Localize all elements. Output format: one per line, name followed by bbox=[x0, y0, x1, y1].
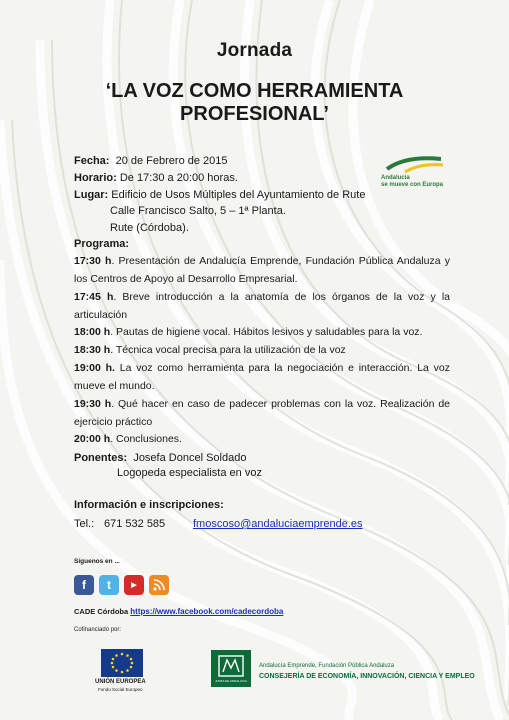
youtube-icon[interactable]: ▶ bbox=[124, 575, 144, 595]
facebook-icon[interactable]: f bbox=[74, 575, 94, 595]
programa-item bbox=[74, 324, 450, 342]
horario-label: Horario: bbox=[74, 172, 117, 184]
logo-line-2: se mueve con Europa bbox=[381, 182, 444, 188]
siguenos-heading: Síguenos en ... bbox=[74, 558, 120, 565]
tel-label: Tel.: bbox=[74, 518, 95, 530]
rss-glyph bbox=[153, 579, 165, 591]
programa-time: 18:00 h bbox=[74, 326, 111, 338]
programa-item bbox=[74, 396, 450, 431]
programa-text: . Conclusiones. bbox=[110, 433, 182, 445]
eu-sublabel: Fondo Social Europeo bbox=[98, 687, 143, 692]
ponentes-row bbox=[74, 452, 246, 465]
programa-heading: Programa: bbox=[74, 238, 130, 250]
programa-item bbox=[74, 289, 450, 324]
event-kicker: Jornada bbox=[216, 40, 293, 61]
programa-text: La voz como herramienta para la negociación e interacción. La voz mueve el mundo. bbox=[74, 362, 450, 392]
contacto-heading-text: Información e inscripciones: bbox=[74, 499, 224, 511]
programa-time: 18:30 h bbox=[74, 344, 111, 356]
horario-row bbox=[74, 172, 238, 185]
lugar-line-1: Edificio de Usos Múltiples del Ayuntamiento de Rute bbox=[111, 189, 366, 201]
fecha-row bbox=[74, 155, 228, 168]
programa-text: . Técnica vocal precisa para la utilización de la voz bbox=[110, 344, 346, 356]
programa-time: 19:30 h bbox=[74, 398, 112, 410]
lugar-line-3: Rute (Córdoba). bbox=[110, 222, 189, 234]
ponente-name: Josefa Doncel Soldado bbox=[133, 452, 247, 464]
contacto-heading bbox=[74, 499, 224, 512]
cade-facebook-link[interactable]: https://www.facebook.com/cadecordoba bbox=[130, 607, 284, 616]
andalucia-swoosh-icon bbox=[381, 155, 447, 175]
programa-item bbox=[74, 431, 450, 449]
programa-item bbox=[74, 360, 450, 395]
horario-value: De 17:30 a 20:00 horas. bbox=[119, 172, 238, 184]
programa-text: . Breve introducción a la anatomía de los órganos de la voz y la articulación bbox=[74, 291, 451, 321]
eu-stars-icon bbox=[101, 649, 143, 677]
eu-flag-icon bbox=[101, 649, 143, 677]
eu-label: UNIÓN EUROPEA bbox=[95, 679, 146, 685]
junta-andalucia-logo bbox=[211, 650, 251, 687]
lugar-label: Lugar: bbox=[74, 189, 109, 201]
junta-line-1: Andalucía Emprende, Fundación Pública Andaluza bbox=[259, 663, 395, 669]
programa-time: 20:00 h bbox=[74, 433, 111, 445]
programa-text: . Presentación de Andalucía Emprende, Fundación Pública Andaluza y los Centros de Apoyo al Desarrollo Empresarial. bbox=[74, 255, 451, 285]
programa-time: 17:30 h bbox=[74, 255, 112, 267]
event-title: ‘LA VOZ COMO HERRAMIENTA PROFESIONAL’ bbox=[105, 80, 404, 125]
cade-label: CADE Córdoba bbox=[74, 607, 129, 616]
ponentes-label: Ponentes: bbox=[74, 452, 128, 464]
email-link[interactable]: fmoscoso@andaluciaemprende.es bbox=[193, 518, 363, 530]
lugar-row bbox=[74, 189, 365, 202]
junta-line-2: CONSEJERÍA DE ECONOMÍA, INNOVACIÓN, CIENCIA Y EMPLEO bbox=[259, 673, 475, 680]
programa-text: . Qué hacer en caso de padecer problemas con la voz. Realización de ejercicio práctico bbox=[74, 398, 451, 428]
fecha-value: 20 de Febrero de 2015 bbox=[115, 155, 228, 167]
programa-item bbox=[74, 342, 450, 360]
logo-line-1: Andalucía bbox=[381, 175, 410, 181]
programa-item bbox=[74, 253, 450, 288]
junta-seal-text: JUNTA DE ANDALUCIA bbox=[214, 679, 248, 683]
andalucia-europa-logo bbox=[381, 155, 447, 191]
programa-time: 17:45 h bbox=[74, 291, 114, 303]
programa-label bbox=[74, 238, 129, 251]
tel-value: 671 532 585 bbox=[104, 518, 166, 530]
rss-icon[interactable] bbox=[149, 575, 169, 595]
twitter-icon[interactable]: t bbox=[99, 575, 119, 595]
ponente-role: Logopeda especialista en voz bbox=[117, 467, 262, 479]
social-icons bbox=[74, 575, 169, 595]
programa-text: . Pautas de higiene vocal. Hábitos lesivos y saludables para la voz. bbox=[110, 326, 423, 338]
programa-time: 19:00 h. bbox=[74, 362, 115, 374]
lugar-line-2: Calle Francisco Salto, 5 – 1ª Planta. bbox=[110, 205, 286, 217]
cofinanciado-label: Cofinanciado por: bbox=[74, 627, 122, 633]
cade-row bbox=[74, 607, 283, 616]
fecha-label: Fecha: bbox=[74, 155, 110, 167]
